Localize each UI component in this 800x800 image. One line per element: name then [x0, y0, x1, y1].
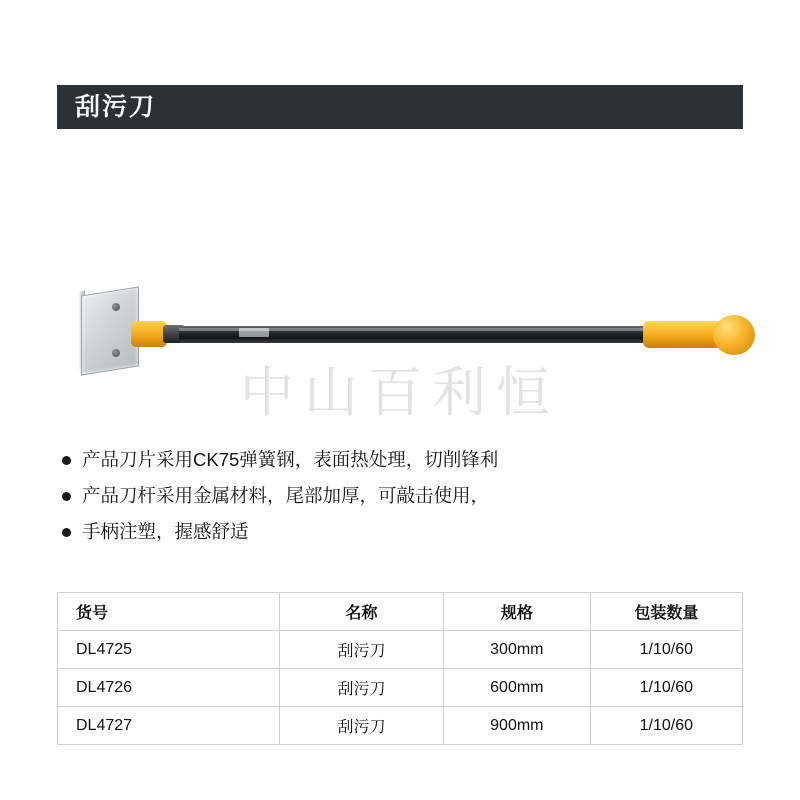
column-header-name: 名称 [280, 593, 444, 631]
cell-pack: 1/10/60 [590, 669, 742, 707]
bullet-icon [62, 528, 71, 537]
feature-text: 手柄注塑，握感舒适 [82, 520, 249, 542]
cell-spec: 900mm [444, 707, 591, 745]
column-header-pack: 包装数量 [590, 593, 742, 631]
cell-code: DL4726 [58, 669, 280, 707]
feature-text: 产品刀片采用CK75弹簧钢，表面热处理，切削锋利 [82, 449, 499, 470]
table-row [58, 669, 743, 707]
page-title: 刮污刀 [75, 92, 157, 121]
feature-text: 产品刀杆采用金属材料，尾部加厚，可敲击使用， [82, 484, 490, 506]
scraper-tool-illustration [67, 245, 727, 355]
product-image [57, 200, 743, 430]
cell-name: 刮污刀 [280, 631, 444, 669]
column-header-code: 货号 [58, 593, 280, 631]
rivet-icon [112, 303, 120, 311]
cell-code: DL4727 [58, 707, 280, 745]
specification-table [57, 592, 743, 745]
page-title-bar [57, 85, 743, 129]
feature-list [62, 448, 742, 556]
cell-spec: 600mm [444, 669, 591, 707]
table-header-row [58, 593, 743, 631]
yellow-collar [131, 321, 167, 347]
bullet-icon [62, 492, 71, 501]
cell-spec: 300mm [444, 631, 591, 669]
cell-name: 刮污刀 [280, 707, 444, 745]
handle-knob [713, 315, 755, 355]
column-header-spec: 规格 [444, 593, 591, 631]
cell-name: 刮污刀 [280, 669, 444, 707]
handle-grip [643, 321, 721, 348]
table-row [58, 707, 743, 745]
bullet-icon [62, 456, 71, 465]
cell-pack: 1/10/60 [590, 631, 742, 669]
table-row [58, 631, 743, 669]
watermark-text: 中山百利恒 [240, 363, 560, 423]
rivet-icon [112, 349, 120, 357]
cell-code: DL4725 [58, 631, 280, 669]
cell-pack: 1/10/60 [590, 707, 742, 745]
list-item [62, 448, 742, 473]
list-item [62, 520, 742, 545]
shaft-logo-mark [239, 328, 269, 337]
list-item [62, 484, 742, 509]
